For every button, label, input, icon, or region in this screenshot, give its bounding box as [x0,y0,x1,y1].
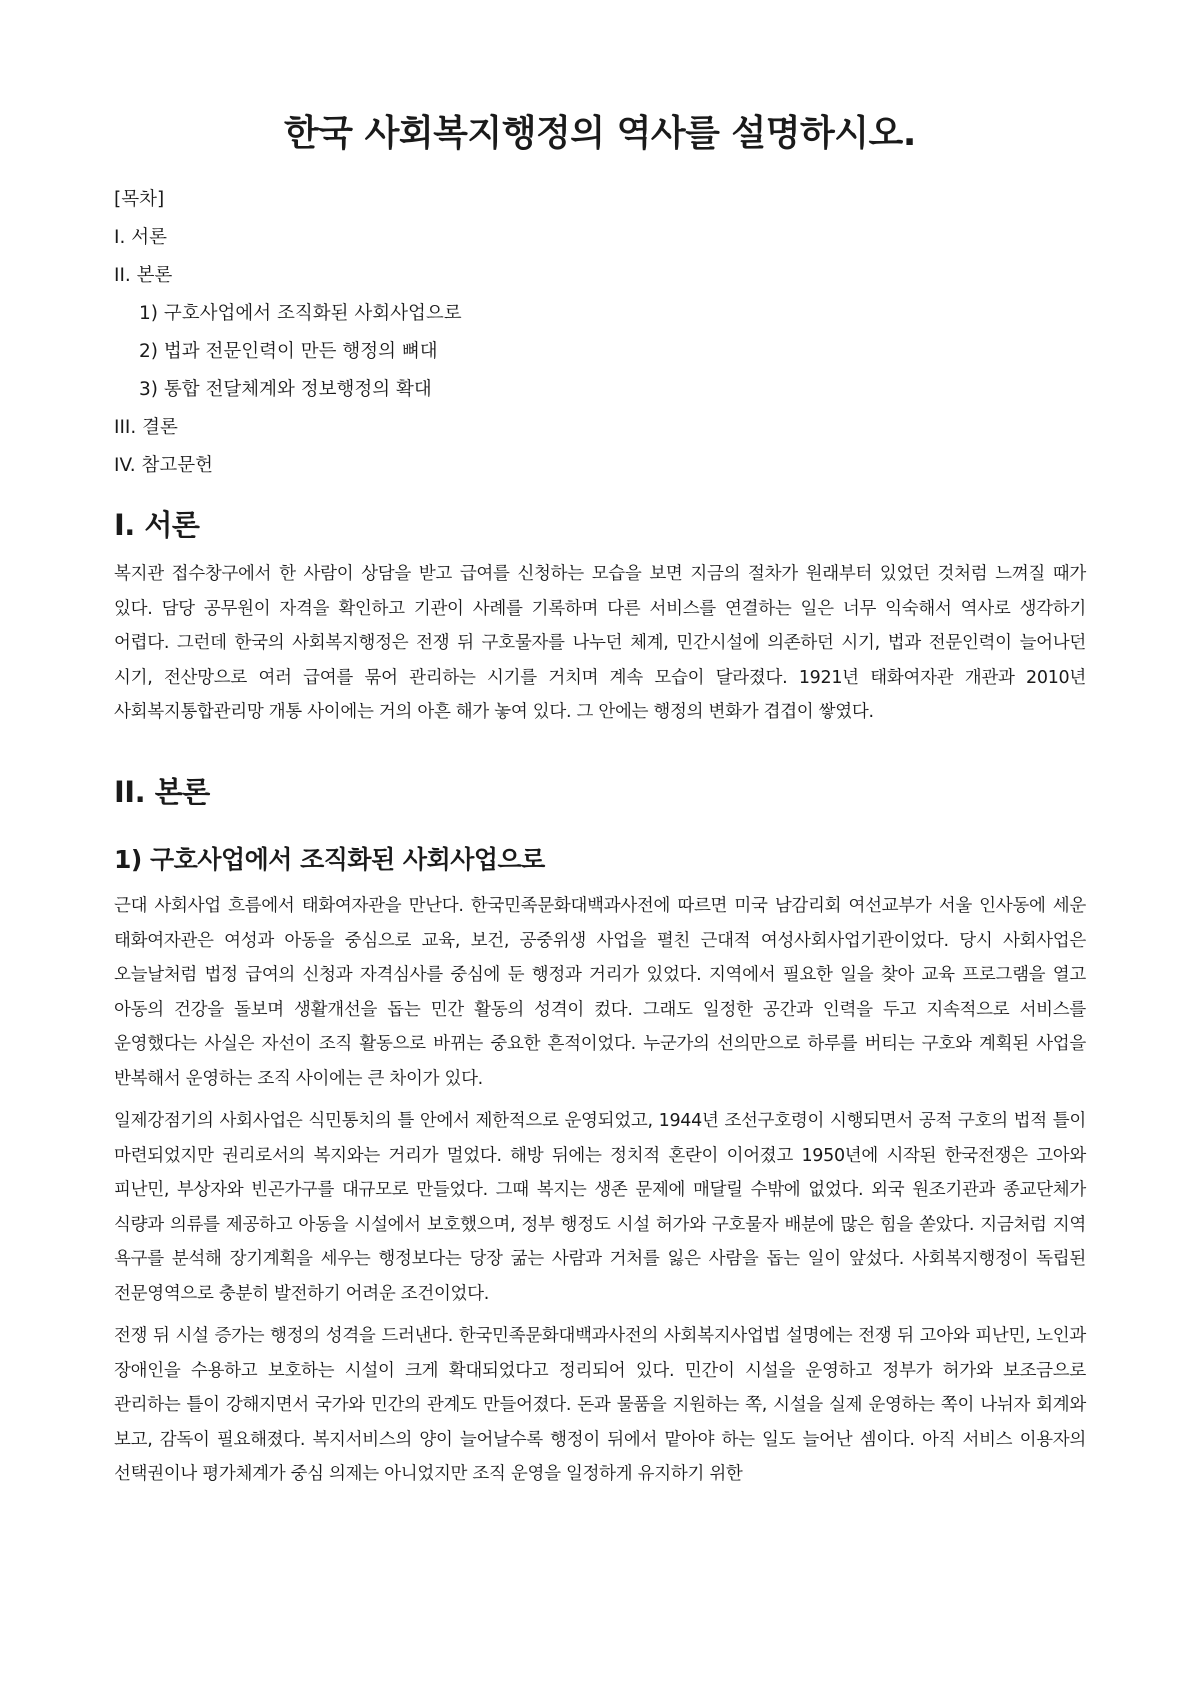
body-heading: II. 본론 [114,774,210,809]
intro-section [114,507,1086,730]
table-of-contents [114,181,1086,485]
body-section [114,774,1086,1492]
toc-item: IV. 참고문헌 [114,455,213,477]
toc-heading: [목차] [114,189,165,211]
body-paragraph: 일제강점기의 사회사업은 식민통치의 틀 안에서 제한적으로 운영되었고, 1944년 조선구호령이 시행되면서 공적 구호의 법적 틀이 마련되었지만 권리로서의 복지와는 거리가 멀었다. 해방 뒤에는 정치적 혼란이 이어졌고 1950년에 시작된 한국전쟁은 고아와 피난민, 부상자와 빈곤가구를 대규모로 만들었다. 그때 복지는 생존 문제에 매달릴 수밖에 없었다. 외국 원조기관과 종교단체가 식량과 의류를 제공하고 아동을 시설에서 보호했으며, 정부 행정도 시설 허가와 구호물자 배분에 많은 힘을 쏟았다. 지금처럼 지역 욕구를 분석해 장기계획을 세우는 행정보다는 당장 굶는 사람과 거처를 잃은 사람을 돕는 일이 앞섰다. 사회복지행정이 독립된 전문영역으로 충분히 발전하기 어려운 조건이었다. [114,1111,1086,1304]
toc-subitem: 2) 법과 전문인력이 만든 행정의 뼈대 [139,341,438,363]
body-paragraph: 근대 사회사업 흐름에서 태화여자관을 만난다. 한국민족문화대백과사전에 따르면 미국 남감리회 여선교부가 서울 인사동에 세운 태화여자관은 여성과 아동을 중심으로 교육, 보건, 공중위생 사업을 펼친 근대적 여성사회사업기관이었다. 당시 사회사업은 오늘날처럼 법정 급여의 신청과 자격심사를 중심에 둔 행정과 거리가 있었다. 지역에서 필요한 일을 찾아 교육 프로그램을 열고 아동의 건강을 돌보며 생활개선을 돕는 민간 활동의 성격이 컸다. 그래도 일정한 공간과 인력을 두고 지속적으로 서비스를 운영했다는 사실은 자선이 조직 활동으로 바뀌는 중요한 흔적이었다. 누군가의 선의만으로 하루를 버티는 구호와 계획된 사업을 반복해서 운영하는 조직 사이에는 큰 차이가 있다. [114,896,1086,1089]
intro-heading: I. 서론 [114,508,200,543]
toc-item: III. 결론 [114,417,178,439]
toc-item: II. 본론 [114,265,173,287]
intro-paragraph: 복지관 접수창구에서 한 사람이 상담을 받고 급여를 신청하는 모습을 보면 지금의 절차가 원래부터 있었던 것처럼 느껴질 때가 있다. 담당 공무원이 자격을 확인하고 기관이 사례를 기록하며 다른 서비스를 연결하는 일은 너무 익숙해서 역사로 생각하기 어렵다. 그런데 한국의 사회복지행정은 전쟁 뒤 구호물자를 나누던 체계, 민간시설에 의존하던 시기, 법과 전문인력이 늘어나던 시기, 전산망으로 여러 급여를 묶어 관리하는 시기를 거치며 계속 모습이 달라졌다. 1921년 태화여자관 개관과 2010년 사회복지통합관리망 개통 사이에는 거의 아흔 해가 놓여 있다. 그 안에는 행정의 변화가 겹겹이 쌓였다. [114,564,1086,723]
toc-subitem: 1) 구호사업에서 조직화된 사회사업으로 [139,303,462,325]
subsection-1-heading: 1) 구호사업에서 조직화된 사회사업으로 [114,845,545,875]
toc-item: I. 서론 [114,227,167,249]
toc-subitem: 3) 통합 전달체계와 정보행정의 확대 [139,379,432,401]
document-title: 한국 사회복지행정의 역사를 설명하시오. [284,113,916,154]
body-paragraph: 전쟁 뒤 시설 증가는 행정의 성격을 드러낸다. 한국민족문화대백과사전의 사회복지사업법 설명에는 전쟁 뒤 고아와 피난민, 노인과 장애인을 수용하고 보호하는 시설이 크게 확대되었다고 정리되어 있다. 민간이 시설을 운영하고 정부가 허가와 보조금으로 관리하는 틀이 강해지면서 국가와 민간의 관계도 만들어졌다. 돈과 물품을 지원하는 쪽, 시설을 실제 운영하는 쪽이 나뉘자 회계와 보고, 감독이 필요해졌다. 복지서비스의 양이 늘어날수록 행정이 뒤에서 맡아야 하는 일도 늘어난 셈이다. 아직 서비스 이용자의 선택권이나 평가체계가 중심 의제는 아니었지만 조직 운영을 일정하게 유지하기 위한 [114,1326,1086,1485]
